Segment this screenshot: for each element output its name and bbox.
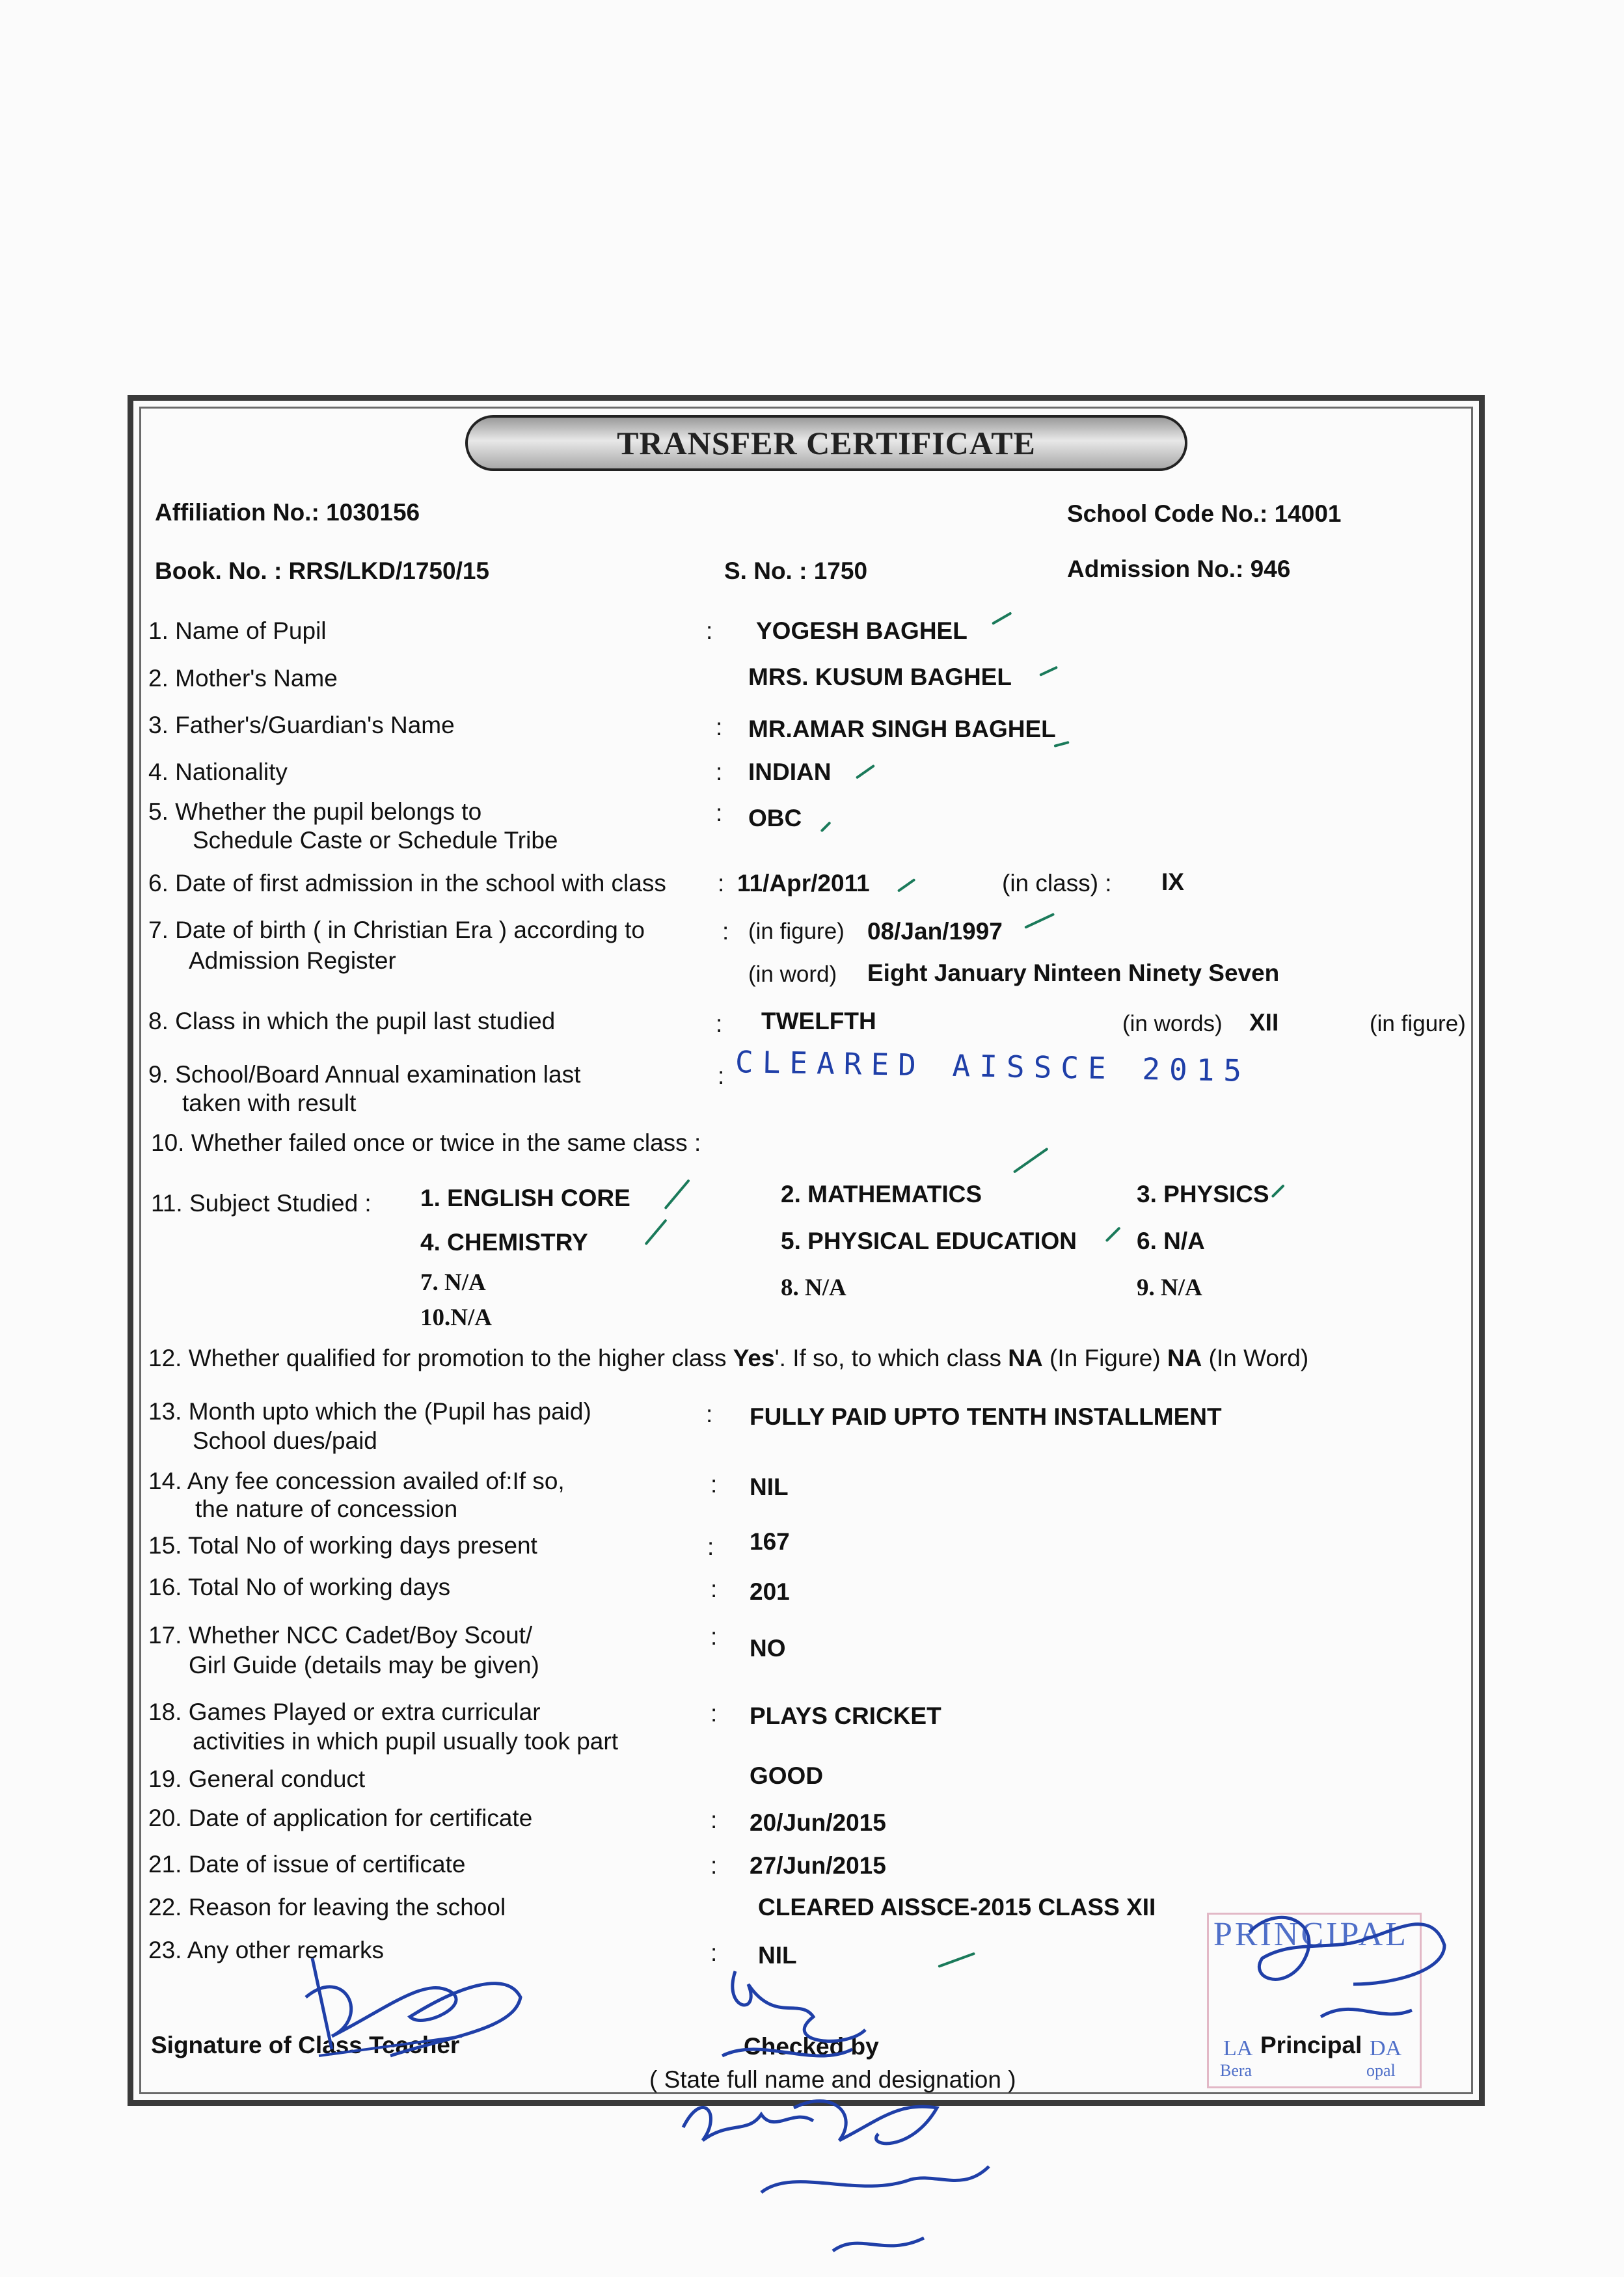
field-5-label-line1: 5. Whether the pupil belongs to bbox=[148, 798, 482, 825]
subject-3: 3. PHYSICS bbox=[1137, 1181, 1269, 1207]
stamp-small-left: Bera bbox=[1220, 2061, 1252, 2080]
handwritten-exam-result: CLEARED AISSCE 2015 bbox=[735, 1044, 1251, 1088]
days-present: 167 bbox=[750, 1528, 790, 1555]
affiliation-no: Affiliation No.: 1030156 bbox=[155, 499, 420, 526]
promotion-class-figure: NA bbox=[1008, 1345, 1043, 1371]
field-4-label: 4. Nationality bbox=[148, 759, 288, 785]
field-19-label: 19. General conduct bbox=[148, 1766, 366, 1792]
games-activities: PLAYS CRICKET bbox=[750, 1703, 941, 1729]
issue-date: 27/Jun/2015 bbox=[750, 1852, 886, 1879]
class-teacher-signature-label: Signature of Class Teacher bbox=[151, 2032, 460, 2058]
field-18-label-line2: activities in which pupil usually took part bbox=[193, 1728, 618, 1755]
field-12-text-3: (In Figure) bbox=[1042, 1345, 1167, 1371]
colon: : bbox=[710, 1700, 718, 1727]
checked-by-label: Checked by bbox=[744, 2033, 879, 2060]
field-12-text-4: (In Word) bbox=[1202, 1345, 1309, 1371]
field-17-label-line1: 17. Whether NCC Cadet/Boy Scout/ bbox=[148, 1622, 533, 1649]
colon: : bbox=[716, 800, 723, 826]
colon: : bbox=[706, 1401, 713, 1427]
colon: : bbox=[710, 1807, 718, 1833]
general-conduct: GOOD bbox=[750, 1762, 824, 1789]
colon: : bbox=[706, 617, 713, 644]
working-days: 201 bbox=[750, 1578, 790, 1605]
colon: : bbox=[710, 1939, 718, 1966]
leaving-reason: CLEARED AISSCE-2015 CLASS XII bbox=[758, 1894, 1156, 1920]
in-class-label: (in class) : bbox=[1002, 870, 1112, 896]
dob-word-label: (in word) bbox=[748, 962, 837, 987]
field-7-label-line2: Admission Register bbox=[189, 947, 396, 974]
field-14-label-line1: 14. Any fee concession availed of:If so, bbox=[148, 1468, 565, 1494]
mother-name: MRS. KUSUM BAGHEL bbox=[748, 664, 1012, 690]
stamp-bottom-right: DA bbox=[1370, 2036, 1402, 2060]
ncc-scout: NO bbox=[750, 1635, 786, 1662]
colon: : bbox=[716, 1010, 723, 1037]
subject-9: 9. N/A bbox=[1137, 1274, 1202, 1301]
field-10-label: 10. Whether failed once or twice in the same class : bbox=[151, 1129, 701, 1156]
field-7-label-line1: 7. Date of birth ( in Christian Era ) according to bbox=[148, 917, 645, 943]
field-11-label: 11. Subject Studied : bbox=[151, 1190, 372, 1217]
field-18-label-line1: 18. Games Played or extra curricular bbox=[148, 1699, 541, 1725]
application-date: 20/Jun/2015 bbox=[750, 1809, 886, 1836]
field-22-label: 22. Reason for leaving the school bbox=[148, 1894, 506, 1920]
field-23-label: 23. Any other remarks bbox=[148, 1937, 384, 1963]
in-figure-label: (in figure) bbox=[1370, 1011, 1466, 1036]
field-9-label-line2: taken with result bbox=[182, 1090, 357, 1116]
field-12-row bbox=[148, 1344, 1308, 1373]
colon: : bbox=[710, 1852, 718, 1879]
subject-4: 4. CHEMISTRY bbox=[420, 1229, 588, 1256]
field-20-label: 20. Date of application for certificate bbox=[148, 1805, 533, 1831]
father-name: MR.AMAR SINGH BAGHEL bbox=[748, 716, 1056, 742]
dob-figure: 08/Jan/1997 bbox=[867, 918, 1003, 945]
field-15-label: 15. Total No of working days present bbox=[148, 1532, 537, 1559]
stamp-bottom-left: LA bbox=[1223, 2036, 1253, 2060]
caste-category: OBC bbox=[748, 805, 802, 831]
field-21-label: 21. Date of issue of certificate bbox=[148, 1851, 466, 1878]
colon: : bbox=[718, 1062, 725, 1089]
first-admission-date: 11/Apr/2011 bbox=[737, 870, 870, 896]
colon: : bbox=[718, 870, 725, 896]
last-class-words: TWELFTH bbox=[761, 1008, 876, 1034]
subject-6: 6. N/A bbox=[1137, 1228, 1205, 1254]
principal-signature bbox=[1223, 1887, 1470, 2056]
admission-no: Admission No.: 946 bbox=[1067, 556, 1291, 582]
serial-no: S. No. : 1750 bbox=[724, 558, 868, 584]
field-13-label-line2: School dues/paid bbox=[193, 1427, 377, 1454]
pupil-name: YOGESH BAGHEL bbox=[756, 617, 968, 644]
subject-8: 8. N/A bbox=[781, 1274, 846, 1301]
colon: : bbox=[716, 714, 723, 740]
class-teacher-signature bbox=[293, 1939, 553, 2069]
subject-1: 1. ENGLISH CORE bbox=[420, 1185, 630, 1211]
subject-10: 10.N/A bbox=[420, 1304, 492, 1331]
subject-7: 7. N/A bbox=[420, 1269, 486, 1296]
subject-5: 5. PHYSICAL EDUCATION bbox=[781, 1228, 1077, 1254]
field-1-label: 1. Name of Pupil bbox=[148, 617, 327, 644]
dues-paid: FULLY PAID UPTO TENTH INSTALLMENT bbox=[750, 1403, 1222, 1430]
fee-concession: NIL bbox=[750, 1474, 789, 1500]
field-9-label-line1: 9. School/Board Annual examination last bbox=[148, 1061, 581, 1088]
field-17-label-line2: Girl Guide (details may be given) bbox=[189, 1652, 539, 1678]
stamp-text: PRINCIPAL bbox=[1213, 1916, 1409, 1953]
other-remarks: NIL bbox=[758, 1942, 797, 1969]
field-8-label: 8. Class in which the pupil last studied bbox=[148, 1008, 556, 1034]
field-2-label: 2. Mother's Name bbox=[148, 665, 338, 692]
received-signature bbox=[664, 2062, 1002, 2277]
subject-2: 2. MATHEMATICS bbox=[781, 1181, 982, 1207]
colon: : bbox=[710, 1623, 718, 1650]
promotion-answer: Yes bbox=[733, 1345, 775, 1371]
last-class-figure: XII bbox=[1249, 1009, 1279, 1036]
dob-words: Eight January Ninteen Ninety Seven bbox=[867, 960, 1280, 986]
field-14-label-line2: the nature of concession bbox=[195, 1496, 458, 1522]
colon: : bbox=[722, 918, 729, 945]
document-title: TRANSFER CERTIFICATE bbox=[465, 415, 1187, 471]
dob-figure-label: (in figure) bbox=[748, 919, 845, 944]
field-16-label: 16. Total No of working days bbox=[148, 1574, 451, 1600]
field-13-label-line1: 13. Month upto which the (Pupil has paid) bbox=[148, 1398, 591, 1425]
nationality: INDIAN bbox=[748, 759, 832, 785]
promotion-class-word: NA bbox=[1167, 1345, 1202, 1371]
field-12-text: 12. Whether qualified for promotion to the higher class bbox=[148, 1345, 733, 1371]
book-no: Book. No. : RRS/LKD/1750/15 bbox=[155, 558, 490, 584]
school-code-no: School Code No.: 14001 bbox=[1067, 500, 1342, 527]
state-full-name-label: ( State full name and designation ) bbox=[649, 2066, 1016, 2093]
admission-class: IX bbox=[1161, 869, 1184, 895]
in-words-label: (in words) bbox=[1122, 1011, 1223, 1036]
field-3-label: 3. Father's/Guardian's Name bbox=[148, 712, 455, 738]
colon: : bbox=[710, 1471, 718, 1498]
colon: : bbox=[707, 1533, 714, 1560]
colon: : bbox=[710, 1576, 718, 1602]
field-5-label-line2: Schedule Caste or Schedule Tribe bbox=[193, 827, 558, 854]
field-6-label: 6. Date of first admission in the school with class bbox=[148, 870, 666, 896]
colon: : bbox=[716, 759, 723, 785]
principal-label: Principal bbox=[1260, 2032, 1362, 2058]
stamp-small-right: opal bbox=[1366, 2061, 1396, 2080]
field-12-text-2: '. If so, to which class bbox=[774, 1345, 1008, 1371]
